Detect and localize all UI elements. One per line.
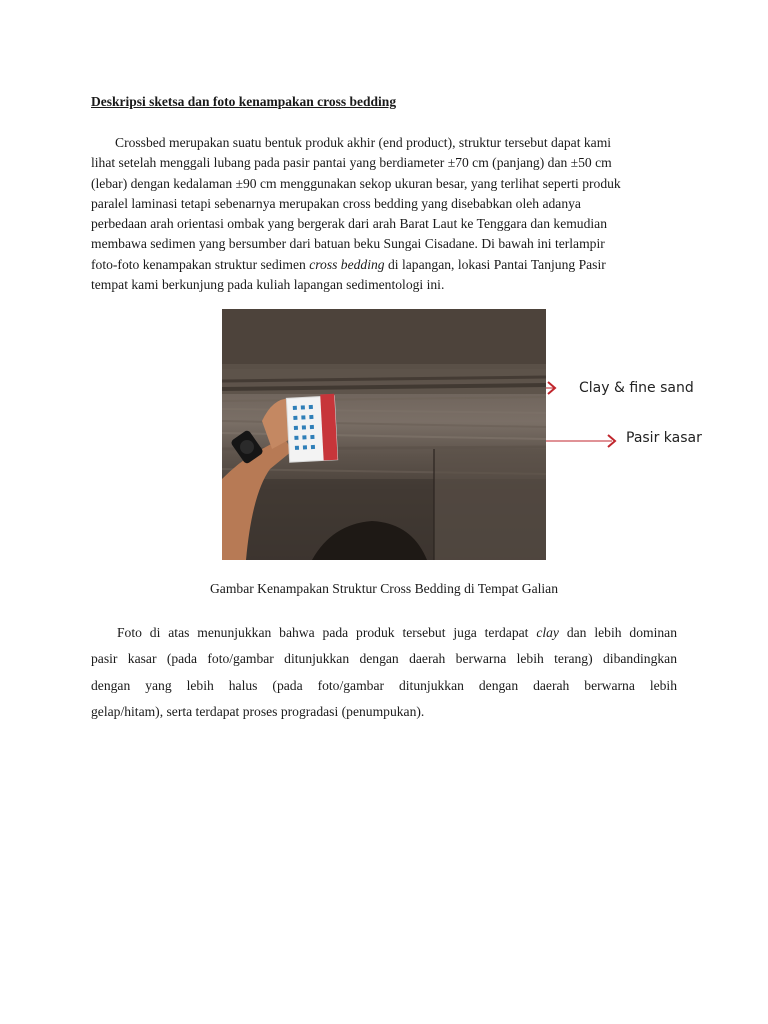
italic-term-cross-bedding: cross bedding [309,256,385,272]
text-run: Foto di atas menunjukkan bahwa pada produk tersebut juga terdapat [117,625,537,640]
text-run: foto-foto kenampakan struktur sedimen [91,256,310,272]
field-photo-cross-bedding [222,309,546,560]
paragraph-line: paralel laminasi tetapi sebenarnya merupakan cross bedding yang disebabkan oleh adanya [91,195,581,211]
photo-illustration [222,309,546,560]
label-clay-fine-sand: Clay & fine sand [579,380,694,396]
paragraph-line: (lebar) dengan kedalaman ±90 cm menggunakan sekop ukuran besar, yang terlihat seperti produk [91,175,621,191]
paragraph-line: pasir kasar (pada foto/gambar ditunjukkan dengan daerah berwarna lebih terang) dibandingkan [91,651,677,667]
paragraph-photo-explanation [91,620,677,726]
document-title: Deskripsi sketsa dan foto kenampakan cross bedding [91,94,397,109]
label-pasir-kasar: Pasir kasar [626,430,702,446]
paragraph-crossbed-description [91,133,691,295]
text-run: di lapangan, lokasi Pantai Tanjung Pasir [384,256,606,272]
paragraph-line: perbedaan arah orientasi ombak yang bergerak dari arah Barat Laut ke Tenggara dan kemudian [91,216,608,232]
italic-term-clay: clay [536,625,559,640]
paragraph-line [91,620,677,646]
figure-caption: Gambar Kenampakan Struktur Cross Bedding di Tempat Galian [209,581,558,596]
paragraph-line: lihat setelah menggali lubang pada pasir pantai yang berdiameter ±70 cm (panjang) dan ±50 cm [91,155,612,171]
paragraph-line: dengan yang lebih halus (pada foto/gambar ditunjukkan dengan daerah berwarna lebih [91,677,677,693]
paragraph-line: tempat kami berkunjung pada kuliah lapangan sedimentologi ini. [91,277,445,293]
paragraph-line: membawa sedimen yang bersumber dari batuan beku Sungai Cisadane. Di bawah ini terlampir [91,236,605,252]
text-run: dan lebih dominan [558,625,677,640]
paragraph-line: gelap/hitam), serta terdapat proses progradasi (penumpukan). [91,704,425,720]
paragraph-line [91,255,691,275]
paragraph-line: Crossbed merupakan suatu bentuk produk akhir (end product), struktur tersebut dapat kami [115,135,612,150]
